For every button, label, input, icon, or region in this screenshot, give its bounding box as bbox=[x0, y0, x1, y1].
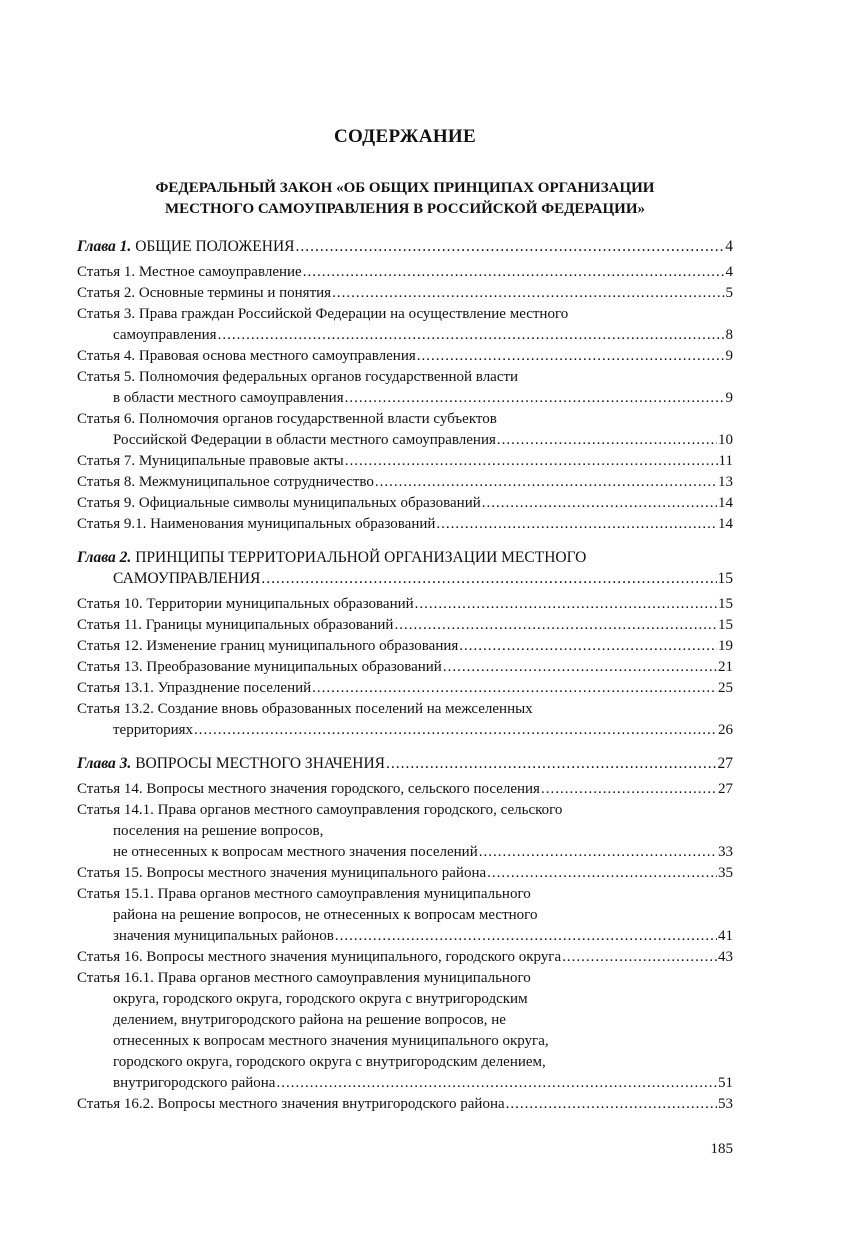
page-ref: 11 bbox=[718, 453, 733, 469]
entry-line bbox=[77, 594, 733, 615]
entry-line bbox=[77, 1010, 733, 1031]
toc-entry[interactable] bbox=[77, 262, 733, 283]
entry-text bbox=[113, 720, 193, 741]
entry-title-text: Статья 5. Полномочия федеральных органов государственной власти bbox=[77, 369, 519, 385]
table-of-contents bbox=[77, 236, 733, 1127]
page-ref: 41 bbox=[718, 928, 733, 944]
toc-entry[interactable] bbox=[77, 367, 733, 409]
entry-title-text: ВОПРОСЫ МЕСТНОГО ЗНАЧЕНИЯ bbox=[131, 755, 385, 772]
page-ref: 8 bbox=[725, 327, 733, 343]
entry-line bbox=[77, 283, 733, 304]
toc-entry[interactable] bbox=[77, 472, 733, 493]
entry-line bbox=[77, 472, 733, 493]
entry-title-text: Статья 12. Изменение границ муниципального образования bbox=[77, 638, 459, 654]
dot-leader bbox=[417, 346, 725, 367]
entry-title-text: городского округа, городского округа с внутригородским делением, bbox=[113, 1054, 546, 1070]
entry-title-text: ОБЩИЕ ПОЛОЖЕНИЯ bbox=[131, 238, 295, 255]
document-page bbox=[77, 0, 733, 1241]
entry-text bbox=[77, 615, 393, 636]
toc-entry[interactable] bbox=[77, 304, 733, 346]
page-ref: 5 bbox=[725, 285, 733, 301]
page-ref: 51 bbox=[718, 1075, 733, 1091]
entry-line bbox=[77, 657, 733, 678]
entry-text bbox=[113, 430, 496, 451]
entry-title-text: внутригородского района bbox=[113, 1075, 276, 1091]
page-ref: 19 bbox=[718, 638, 733, 654]
chapter-entry[interactable] bbox=[77, 753, 733, 774]
entry-line bbox=[77, 989, 733, 1010]
entry-title-text: в области местного самоуправления bbox=[113, 390, 344, 406]
page-ref: 25 bbox=[718, 680, 733, 696]
toc-entry[interactable] bbox=[77, 493, 733, 514]
dot-leader bbox=[415, 594, 717, 615]
entry-title-text: значения муниципальных районов bbox=[113, 928, 334, 944]
dot-leader bbox=[295, 236, 724, 257]
dot-leader bbox=[562, 947, 717, 968]
entry-line bbox=[77, 720, 733, 741]
entry-text bbox=[77, 636, 458, 657]
entry-line bbox=[77, 926, 733, 947]
entry-line bbox=[77, 304, 733, 325]
entry-title-text: Статья 13. Преобразование муниципальных образований bbox=[77, 659, 442, 675]
toc-entry[interactable] bbox=[77, 346, 733, 367]
entry-text bbox=[77, 472, 374, 493]
entry-title-text: Статья 16.1. Права органов местного самоуправления муниципального bbox=[77, 970, 531, 986]
entry-line bbox=[77, 779, 733, 800]
page-ref: 9 bbox=[725, 348, 733, 364]
toc-entry[interactable] bbox=[77, 1094, 733, 1115]
entry-text bbox=[113, 568, 260, 589]
page-ref: 4 bbox=[725, 264, 733, 280]
toc-entry[interactable] bbox=[77, 451, 733, 472]
page-ref: 15 bbox=[717, 570, 733, 587]
entry-title-text: поселения на решение вопросов, bbox=[113, 823, 324, 839]
dot-leader bbox=[194, 720, 717, 741]
entry-text bbox=[77, 304, 568, 325]
page-ref: 53 bbox=[718, 1096, 733, 1112]
entry-text bbox=[77, 779, 540, 800]
entry-text bbox=[113, 989, 528, 1010]
page-ref: 14 bbox=[718, 516, 733, 532]
dot-leader bbox=[335, 926, 717, 947]
dot-leader bbox=[332, 283, 724, 304]
entry-text bbox=[77, 863, 486, 884]
toc-entry[interactable] bbox=[77, 968, 733, 1094]
page-ref: 13 bbox=[718, 474, 733, 490]
entry-line bbox=[77, 678, 733, 699]
dot-leader bbox=[261, 568, 716, 589]
entry-title-text: Статья 8. Межмуниципальное сотрудничество bbox=[77, 474, 374, 490]
entry-title-text: Статья 1. Местное самоуправление bbox=[77, 264, 302, 280]
dot-leader bbox=[312, 678, 717, 699]
dot-leader bbox=[436, 514, 717, 535]
entry-title-text: не отнесенных к вопросам местного значения поселений bbox=[113, 844, 478, 860]
entry-line bbox=[77, 493, 733, 514]
chapter-label: Глава 3. bbox=[77, 755, 132, 772]
entry-title-text: самоуправления bbox=[113, 327, 217, 343]
entry-text bbox=[77, 451, 344, 472]
entry-text bbox=[77, 968, 531, 989]
entry-text bbox=[77, 547, 586, 568]
entry-text bbox=[113, 1031, 549, 1052]
entry-text bbox=[77, 409, 497, 430]
dot-leader bbox=[375, 472, 717, 493]
page-ref: 43 bbox=[718, 949, 733, 965]
dot-leader bbox=[345, 451, 718, 472]
entry-text bbox=[77, 594, 414, 615]
toc-entry[interactable] bbox=[77, 699, 733, 741]
entry-line bbox=[77, 514, 733, 535]
toc-entry[interactable] bbox=[77, 947, 733, 968]
entry-title-text: Статья 14. Вопросы местного значения городского, сельского поселения bbox=[77, 781, 540, 797]
entry-title-text: Статья 13.1. Упразднение поселений bbox=[77, 680, 312, 696]
entry-text bbox=[113, 1073, 275, 1094]
entry-title-text: Статья 9.1. Наименования муниципальных образований bbox=[77, 516, 436, 532]
dot-leader bbox=[394, 615, 717, 636]
law-title-line-2: МЕСТНОГО САМОУПРАВЛЕНИЯ В РОССИЙСКОЙ ФЕДЕРАЦИИ» bbox=[165, 201, 645, 217]
entry-title-text: Статья 6. Полномочия органов государственной власти субъектов bbox=[77, 411, 497, 427]
entry-line bbox=[77, 1031, 733, 1052]
entry-line bbox=[77, 636, 733, 657]
entry-line bbox=[77, 1094, 733, 1115]
entry-title-text: Статья 3. Права граждан Российской Федерации на осуществление местного bbox=[77, 306, 569, 322]
entry-text bbox=[77, 678, 311, 699]
entry-title-text: территориях bbox=[113, 722, 194, 738]
entry-title-text: Статья 7. Муниципальные правовые акты bbox=[77, 453, 344, 469]
entry-text bbox=[77, 1094, 505, 1115]
toc-section bbox=[77, 753, 733, 1115]
page-ref: 15 bbox=[718, 596, 733, 612]
dot-leader bbox=[482, 493, 717, 514]
dot-leader bbox=[506, 1094, 717, 1115]
page-ref: 27 bbox=[717, 755, 733, 772]
toc-entry[interactable] bbox=[77, 884, 733, 947]
entry-line bbox=[77, 367, 733, 388]
chapter-label: Глава 1. bbox=[77, 238, 132, 255]
toc-entry[interactable] bbox=[77, 678, 733, 699]
entry-line bbox=[77, 346, 733, 367]
dot-leader bbox=[459, 636, 717, 657]
page-ref: 14 bbox=[718, 495, 733, 511]
page-ref: 15 bbox=[718, 617, 733, 633]
entry-title-text: округа, городского округа, городского округа с внутригородским bbox=[113, 991, 528, 1007]
dot-leader bbox=[345, 388, 725, 409]
entry-title-text: Статья 9. Официальные символы муниципальных образований bbox=[77, 495, 481, 511]
chapter-label: Глава 2. bbox=[77, 549, 132, 566]
toc-entry[interactable] bbox=[77, 283, 733, 304]
page-ref: 27 bbox=[718, 781, 733, 797]
entry-title-text: Статья 15.1. Права органов местного самоуправления муниципального bbox=[77, 886, 531, 902]
dot-leader bbox=[276, 1073, 717, 1094]
dot-leader bbox=[497, 430, 717, 451]
toc-entry[interactable] bbox=[77, 409, 733, 451]
entry-line bbox=[77, 800, 733, 821]
entry-line bbox=[77, 451, 733, 472]
entry-line bbox=[77, 236, 733, 257]
entry-title-text: Статья 11. Границы муниципальных образований bbox=[77, 617, 394, 633]
entry-text bbox=[77, 657, 442, 678]
dot-leader bbox=[541, 779, 717, 800]
toc-entry[interactable] bbox=[77, 615, 733, 636]
entry-text bbox=[77, 236, 294, 257]
entry-text bbox=[77, 800, 562, 821]
entry-line bbox=[77, 905, 733, 926]
toc-section bbox=[77, 547, 733, 741]
entry-title-text: Статья 14.1. Права органов местного самоуправления городского, сельского bbox=[77, 802, 563, 818]
entry-text bbox=[77, 262, 302, 283]
entry-line bbox=[77, 863, 733, 884]
toc-entry[interactable] bbox=[77, 594, 733, 615]
dot-leader bbox=[443, 657, 717, 678]
dot-leader bbox=[218, 325, 725, 346]
entry-title-text: Статья 16. Вопросы местного значения муниципального, городского округа bbox=[77, 949, 562, 965]
page-ref: 26 bbox=[718, 722, 733, 738]
entry-line bbox=[77, 1052, 733, 1073]
page-title: СОДЕРЖАНИЕ bbox=[334, 126, 476, 147]
page-ref: 35 bbox=[718, 865, 733, 881]
toc-entry[interactable] bbox=[77, 800, 733, 863]
entry-line bbox=[77, 547, 733, 568]
entry-line bbox=[77, 968, 733, 989]
dot-leader bbox=[487, 863, 717, 884]
page-ref: 33 bbox=[718, 844, 733, 860]
entry-text bbox=[77, 367, 518, 388]
entry-title-text: района на решение вопросов, не отнесенных к вопросам местного bbox=[113, 907, 538, 923]
page-ref: 10 bbox=[718, 432, 733, 448]
entry-text bbox=[113, 842, 478, 863]
entry-text bbox=[77, 753, 385, 774]
chapter-entry[interactable] bbox=[77, 236, 733, 257]
entry-line bbox=[77, 821, 733, 842]
dot-leader bbox=[479, 842, 717, 863]
entry-line bbox=[77, 409, 733, 430]
entry-title-text: Статья 4. Правовая основа местного самоуправления bbox=[77, 348, 416, 364]
entry-text bbox=[77, 699, 533, 720]
entry-title-text: Статья 16.2. Вопросы местного значения внутригородского района bbox=[77, 1096, 505, 1112]
entry-text bbox=[77, 283, 331, 304]
entry-title-text: Российской Федерации в области местного самоуправления bbox=[113, 432, 496, 448]
toc-entry[interactable] bbox=[77, 514, 733, 535]
toc-entry[interactable] bbox=[77, 657, 733, 678]
entry-title-text: САМОУПРАВЛЕНИЯ bbox=[113, 570, 261, 587]
entry-line bbox=[77, 430, 733, 451]
entry-text bbox=[113, 926, 334, 947]
dot-leader bbox=[386, 753, 717, 774]
page-number: 185 bbox=[710, 1141, 733, 1157]
toc-section bbox=[77, 236, 733, 535]
entry-line bbox=[77, 753, 733, 774]
law-title-line-1: ФЕДЕРАЛЬНЫЙ ЗАКОН «ОБ ОБЩИХ ПРИНЦИПАХ ОРГАНИЗАЦИИ bbox=[155, 180, 655, 196]
entry-title-text: делением, внутригородского района на решение вопросов, не bbox=[113, 1012, 506, 1028]
entry-text bbox=[77, 884, 531, 905]
entry-text bbox=[113, 905, 537, 926]
entry-text bbox=[113, 388, 344, 409]
page-ref: 4 bbox=[725, 238, 733, 255]
entry-line bbox=[77, 262, 733, 283]
entry-line bbox=[77, 325, 733, 346]
page-ref: 9 bbox=[725, 390, 733, 406]
entry-text bbox=[77, 346, 416, 367]
entry-title-text: Статья 2. Основные термины и понятия bbox=[77, 285, 332, 301]
entry-text bbox=[77, 493, 481, 514]
entry-line bbox=[77, 947, 733, 968]
entry-text bbox=[113, 1052, 546, 1073]
entry-title-text: Статья 10. Территории муниципальных образований bbox=[77, 596, 414, 612]
toc-entry[interactable] bbox=[77, 636, 733, 657]
entry-line bbox=[77, 1073, 733, 1094]
entry-text bbox=[113, 1010, 506, 1031]
entry-text bbox=[113, 325, 217, 346]
chapter-entry[interactable] bbox=[77, 547, 733, 589]
page-ref: 21 bbox=[718, 659, 733, 675]
entry-text bbox=[113, 821, 323, 842]
law-title bbox=[77, 178, 733, 220]
toc-entry[interactable] bbox=[77, 779, 733, 800]
entry-line bbox=[77, 842, 733, 863]
toc-entry[interactable] bbox=[77, 863, 733, 884]
entry-text bbox=[77, 514, 435, 535]
entry-line bbox=[77, 568, 733, 589]
dot-leader bbox=[303, 262, 725, 283]
entry-title-text: Статья 15. Вопросы местного значения муниципального района bbox=[77, 865, 487, 881]
entry-text bbox=[77, 947, 561, 968]
entry-line bbox=[77, 388, 733, 409]
entry-title-text: Статья 13.2. Создание вновь образованных поселений на межселенных bbox=[77, 701, 533, 717]
entry-line bbox=[77, 699, 733, 720]
entry-title-text: ПРИНЦИПЫ ТЕРРИТОРИАЛЬНОЙ ОРГАНИЗАЦИИ МЕСТНОГО bbox=[131, 549, 587, 566]
entry-title-text: отнесенных к вопросам местного значения муниципального округа, bbox=[113, 1033, 549, 1049]
entry-line bbox=[77, 884, 733, 905]
entry-line bbox=[77, 615, 733, 636]
